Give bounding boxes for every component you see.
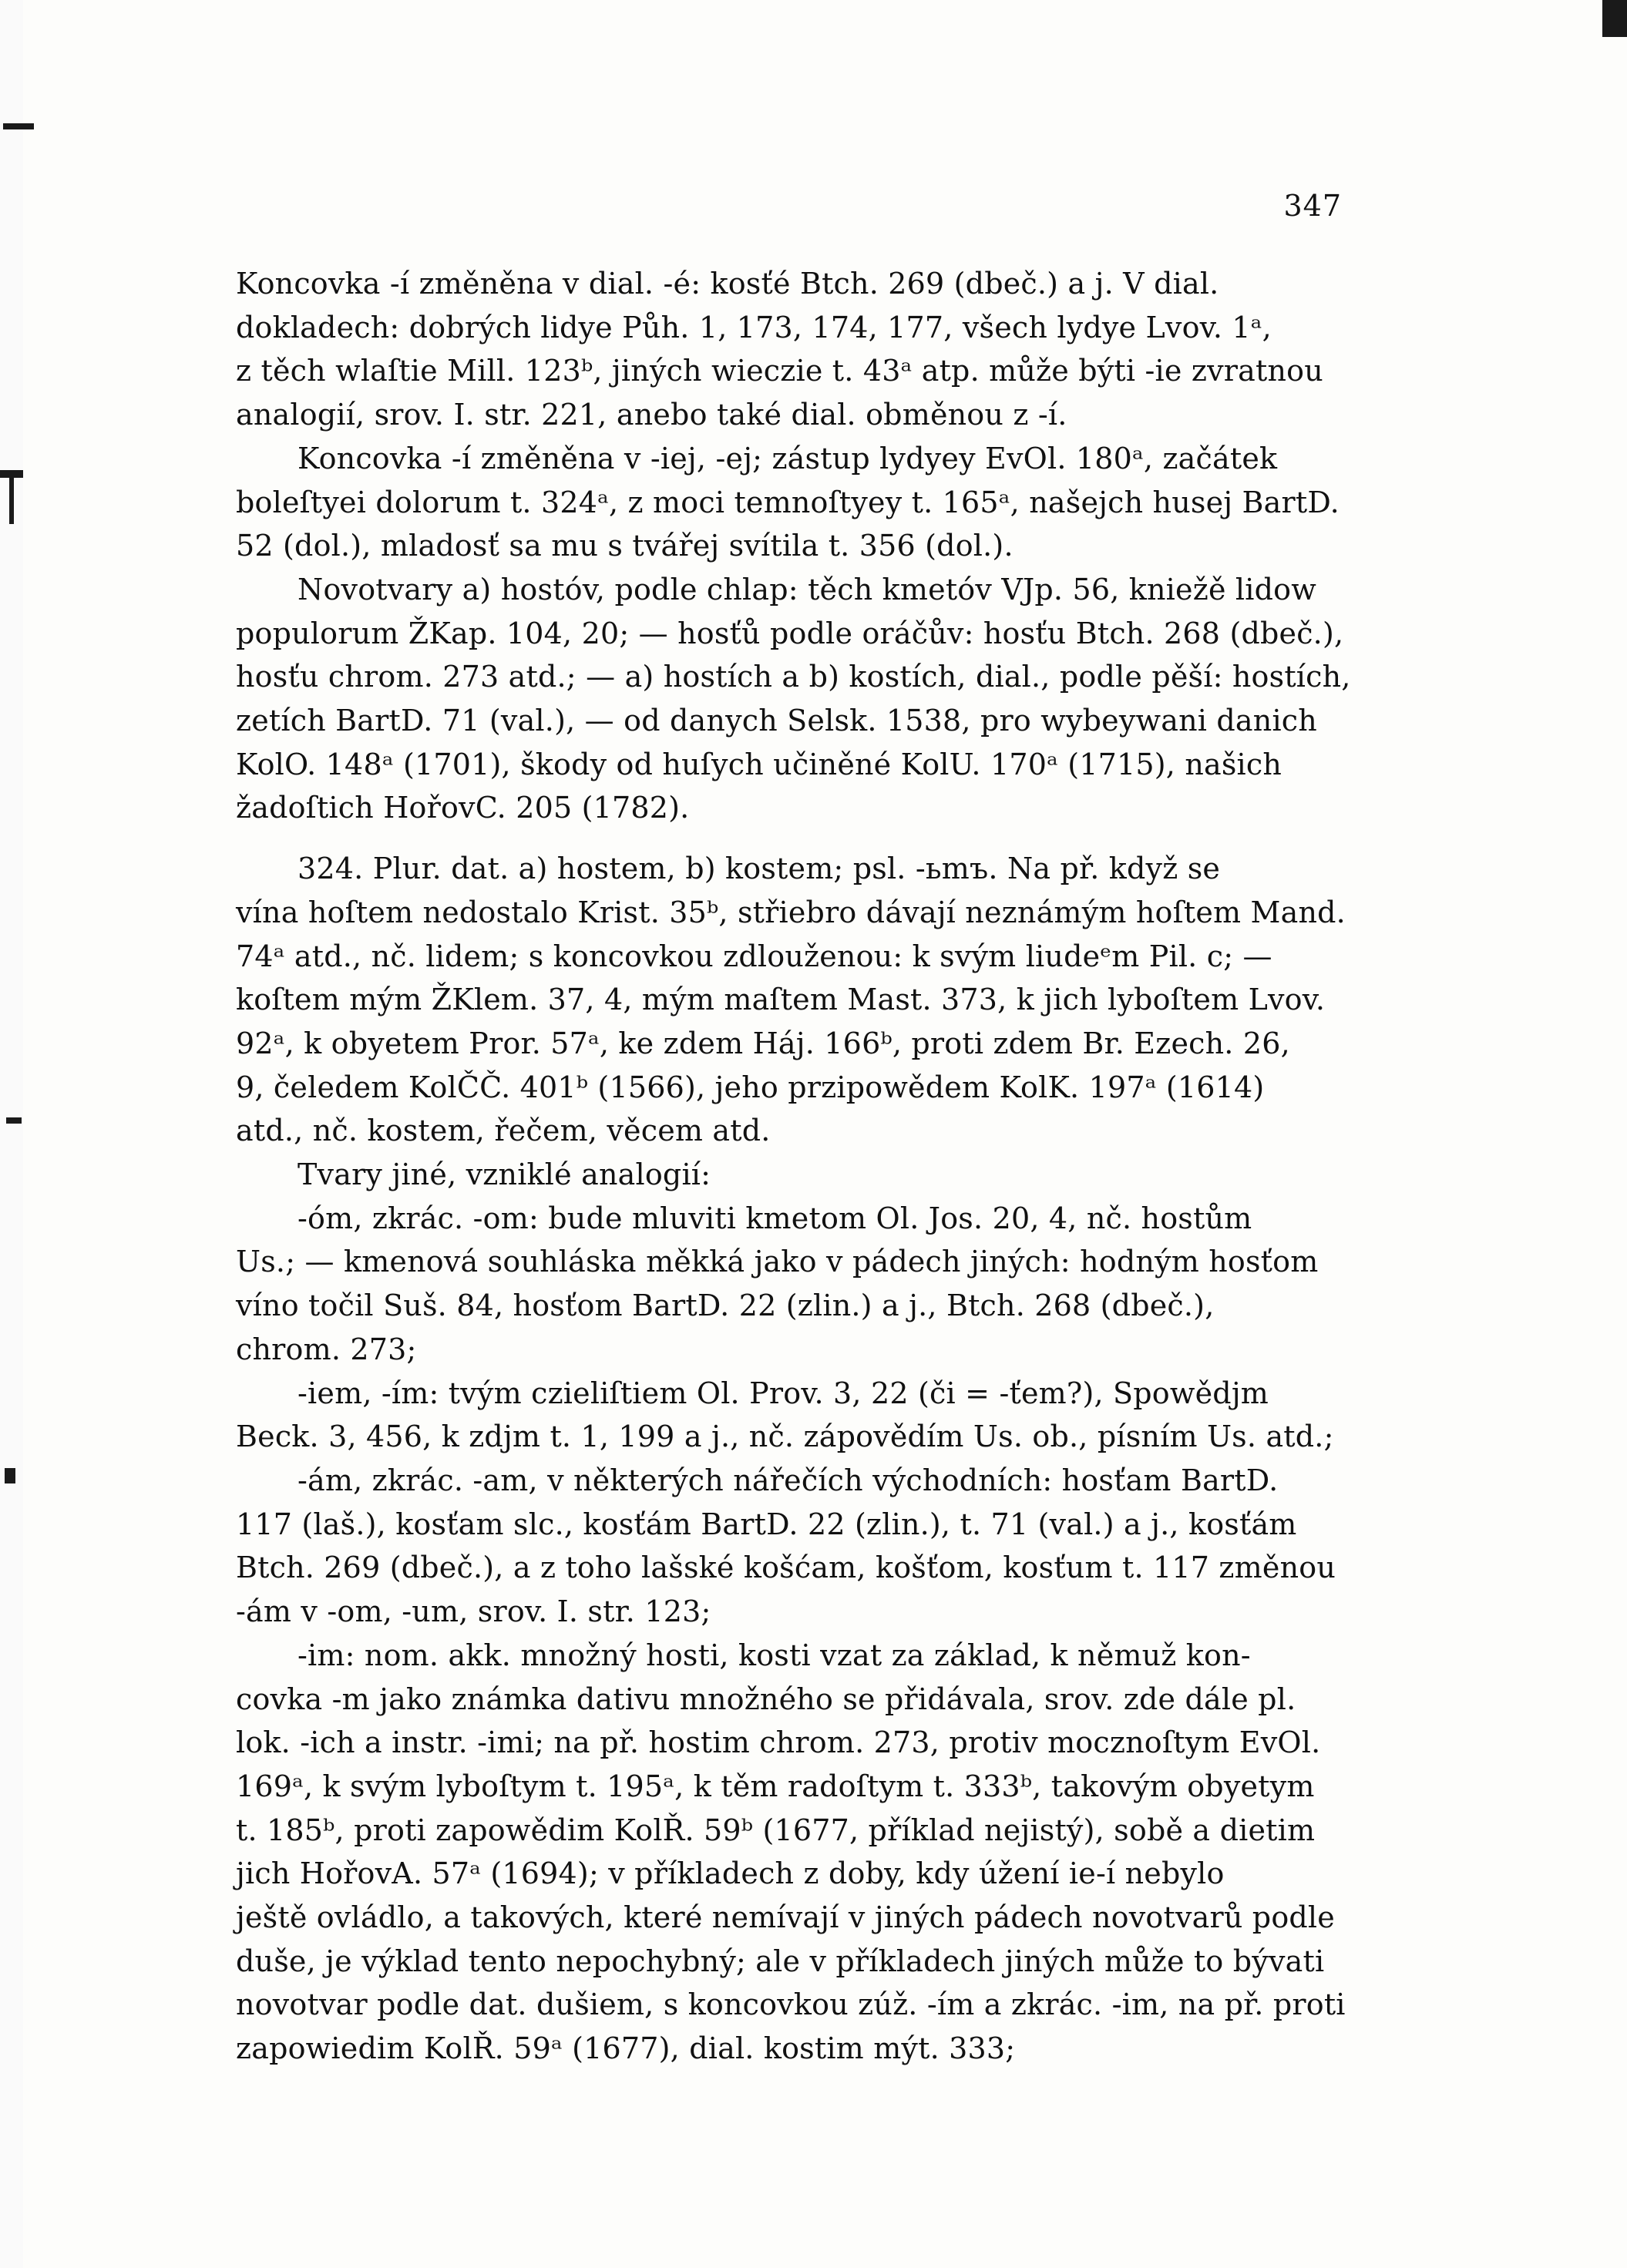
text-line: -ám, zkrác. -am, v některých nářečích východních: hosťam BartD. (297, 1463, 1279, 1497)
text-line: jich HořovA. 57ᵃ (1694); v příkladech z doby, kdy úžení ie-í nebylo (236, 1856, 1225, 1891)
text-line: 9, čeledem KolČČ. 401ᵇ (1566), jeho przipowědem KolK. 197ᵃ (1614) (236, 1070, 1265, 1104)
text-line: lok. -ich a instr. -imi; na př. hostim chrom. 273, protiv mocznoſtym EvOl. (236, 1725, 1321, 1760)
text-line: 169ᵃ, k svým lyboſtym t. 195ᵃ, k těm radoſtym t. 333ᵇ, takovým obyetym (236, 1769, 1315, 1803)
text-line: víno točil Suš. 84, hosťom BartD. 22 (zlin.) a j., Btch. 268 (dbeč.), (236, 1289, 1215, 1323)
scan-edge-mark (6, 1117, 22, 1124)
text-line: t. 185ᵇ, proti zapowědim KolŘ. 59ᵇ (1677, příklad nejistý), sobě a dietim (236, 1813, 1316, 1847)
scan-edge-mark (1602, 0, 1627, 37)
text-line: 52 (dol.), mladosť sa mu s tvářej svítila t. 356 (dol.). (236, 529, 1014, 563)
text-line: populorum ŽKap. 104, 20; — hosťů podle oráčův: hosťu Btch. 268 (dbeč.), (236, 616, 1344, 650)
text-line: 117 (laš.), kosťam slc., kosťám BartD. 22 (zlin.), t. 71 (val.) a j., kosťám (236, 1507, 1297, 1541)
scan-edge-mark (9, 478, 14, 524)
text-line: vína hoſtem nedostalo Krist. 35ᵇ, střiebro dávají neznámým hoſtem Mand. (236, 895, 1346, 929)
page-number: 347 (1283, 189, 1342, 223)
text-line: atd., nč. kostem, řečem, věcem atd. (236, 1114, 771, 1148)
text-line: -óm, zkrác. -om: bude mluviti kmetom Ol. Jos. 20, 4, nč. hostům (297, 1201, 1252, 1235)
text-line: -iem, -ím: tvým czieliſtiem Ol. Prov. 3, 22 (či = -ťem?), Spowědjm (297, 1376, 1269, 1410)
scan-edge-mark (3, 123, 34, 129)
text-line: zetích BartD. 71 (val.), — od danych Selsk. 1538, pro wybeywani danich (236, 704, 1317, 738)
text-line: Beck. 3, 456, k zdjm t. 1, 199 a j., nč. zápovědím Us. ob., písním Us. atd.; (236, 1420, 1334, 1454)
text-line: covka -m jako známka dativu množného se přidávala, srov. zde dále pl. (236, 1682, 1296, 1716)
body-text (236, 262, 1351, 2071)
text-line: dokladech: dobrých lidye Půh. 1, 173, 174, 177, všech lydye Lvov. 1ᵃ, (236, 310, 1272, 344)
text-line: duše, je výklad tento nepochybný; ale v příkladech jiných může to bývati (236, 1944, 1325, 1978)
scan-edge-mark (5, 1468, 15, 1483)
text-line: Us.; — kmenová souhláska měkká jako v pádech jiných: hodným hosťom (236, 1245, 1319, 1279)
text-line: koſtem mým ŽKlem. 37, 4, mým maſtem Mast. 373, k jich lyboſtem Lvov. (236, 983, 1326, 1017)
text-line: žadoſtich HořovC. 205 (1782). (236, 791, 690, 825)
text-line: Tvary jiné, vzniklé analogií: (297, 1158, 711, 1192)
text-line: 74ᵃ atd., nč. lidem; s koncovkou zdlouženou: k svým liudeᵉm Pil. c; — (236, 939, 1272, 973)
text-line: hosťu chrom. 273 atd.; — a) hostích a b) kostích, dial., podle pěší: hostích, (236, 660, 1351, 694)
text-line: Koncovka -í změněna v -iej, -ej; zástup lydyey EvOl. 180ᵃ, začátek (297, 441, 1278, 475)
text-line: boleſtyei dolorum t. 324ᵃ, z moci temnoſtyey t. 165ᵃ, našejch husej BartD. (236, 485, 1340, 519)
text-line: 92ᵃ, k obyetem Pror. 57ᵃ, ke zdem Háj. 166ᵇ, proti zdem Br. Ezech. 26, (236, 1026, 1290, 1060)
text-line: analogií, srov. I. str. 221, anebo také dial. obměnou z -í. (236, 398, 1067, 432)
text-line: z těch wlaſtie Mill. 123ᵇ, jiných wieczie t. 43ᵃ atp. může býti -ie zvratnou (236, 354, 1323, 388)
text-line: zapowiedim KolŘ. 59ᵃ (1677), dial. kostim mýt. 333; (236, 2031, 1016, 2066)
text-line: -ám v -om, -um, srov. I. str. 123; (236, 1594, 711, 1629)
text-line: chrom. 273; (236, 1332, 417, 1366)
scan-edge (0, 0, 23, 2268)
text-line: novotvar podle dat. dušiem, s koncovkou zúž. -ím a zkrác. -im, na př. proti (236, 1987, 1346, 2022)
text-line: -im: nom. akk. množný hosti, kosti vzat za základ, k němuž kon- (297, 1638, 1251, 1672)
text-line: Novotvary a) hostóv, podle chlap: těch kmetóv VJp. 56, kniežě lidow (297, 572, 1316, 606)
text-line: Btch. 269 (dbeč.), a z toho lašské košćam, košťom, kosťum t. 117 změnou (236, 1551, 1336, 1585)
scan-edge-mark (0, 470, 23, 478)
text-line: Koncovka -í změněna v dial. -é: kosťé Btch. 269 (dbeč.) a j. V dial. (236, 267, 1219, 301)
text-line: KolO. 148ᵃ (1701), škody od huſych učiněné KolU. 170ᵃ (1715), našich (236, 747, 1282, 781)
section-heading-line: 324. Plur. dat. a) hostem, b) kostem; psl. -ьmъ. Na př. když se (297, 852, 1221, 886)
text-line: ještě ovládlo, a takových, které nemívají v jiných pádech novotvarů podle (236, 1900, 1335, 1935)
